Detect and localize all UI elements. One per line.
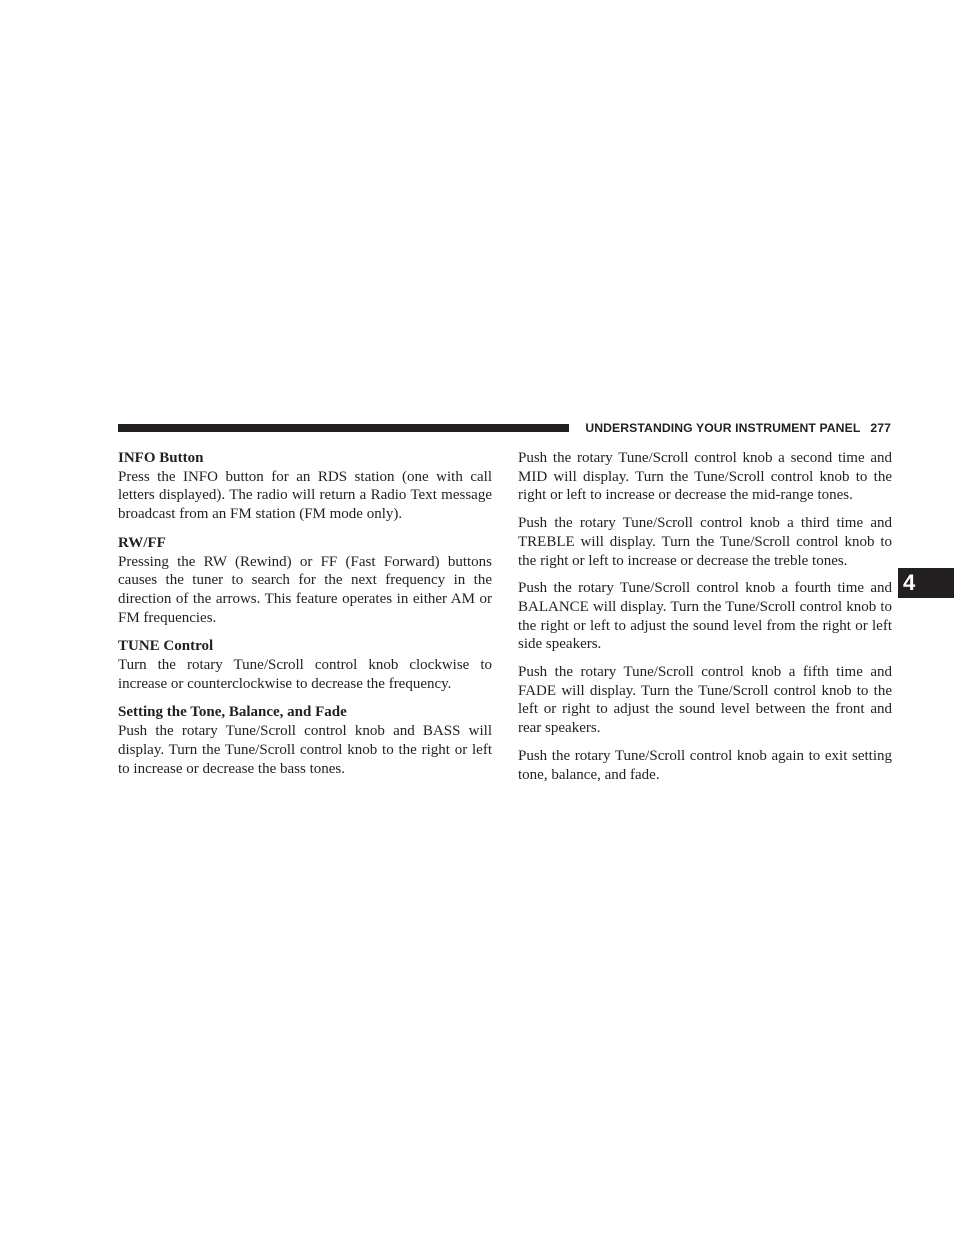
section-body: Turn the rotary Tune/Scroll control knob clockwise to increase or counterclockwise to decrease the frequency. (118, 657, 492, 692)
right-column (518, 449, 892, 793)
running-header (579, 420, 891, 436)
section-tune-control (118, 637, 492, 693)
paragraph-mid: Push the rotary Tune/Scroll control knob a second time and MID will display. Turn the Tune/Scroll control knob to the right or left to increase or decrease the mid-range tones. (518, 450, 892, 504)
section-info-button (118, 449, 492, 524)
left-column (118, 449, 492, 788)
chapter-number: 4 (903, 570, 916, 595)
chapter-tab (898, 568, 954, 598)
section-heading: TUNE Control (118, 638, 214, 655)
paragraph-balance: Push the rotary Tune/Scroll control knob a fourth time and BALANCE will display. Turn the Tune/Scroll control knob to the right or left to adjust the sound level from the right or left side speakers. (518, 580, 892, 653)
paragraph-fade: Push the rotary Tune/Scroll control knob a fifth time and FADE will display. Turn the Tune/Scroll control knob to the left or right to adjust the sound level between the front and rear speakers. (518, 664, 892, 737)
section-rw-ff (118, 534, 492, 628)
section-title: UNDERSTANDING YOUR INSTRUMENT PANEL (585, 421, 861, 435)
header-rule (118, 424, 569, 432)
page-number: 277 (870, 421, 891, 435)
section-heading: RW/FF (118, 534, 166, 551)
section-body: Push the rotary Tune/Scroll control knob and BASS will display. Turn the Tune/Scroll control knob to the right or left to increase or decrease the bass tones. (118, 723, 492, 777)
section-body: Pressing the RW (Rewind) or FF (Fast Forward) buttons causes the tuner to search for the next frequency in the direction of the arrows. This feature operates in either AM or FM frequencies. (118, 553, 492, 626)
section-heading: INFO Button (118, 450, 204, 466)
paragraph-exit: Push the rotary Tune/Scroll control knob again to exit setting tone, balance, and fade. (518, 747, 892, 783)
section-tone-balance-fade (118, 703, 492, 778)
section-body: Press the INFO button for an RDS station (one with call letters displayed). The radio will return a Radio Text message broadcast from an FM station (FM mode only). (118, 468, 492, 523)
section-heading: Setting the Tone, Balance, and Fade (118, 704, 347, 721)
paragraph-treble: Push the rotary Tune/Scroll control knob a third time and TREBLE will display. Turn the Tune/Scroll control knob to the right or left to increase or decrease the treble tones. (518, 515, 892, 569)
